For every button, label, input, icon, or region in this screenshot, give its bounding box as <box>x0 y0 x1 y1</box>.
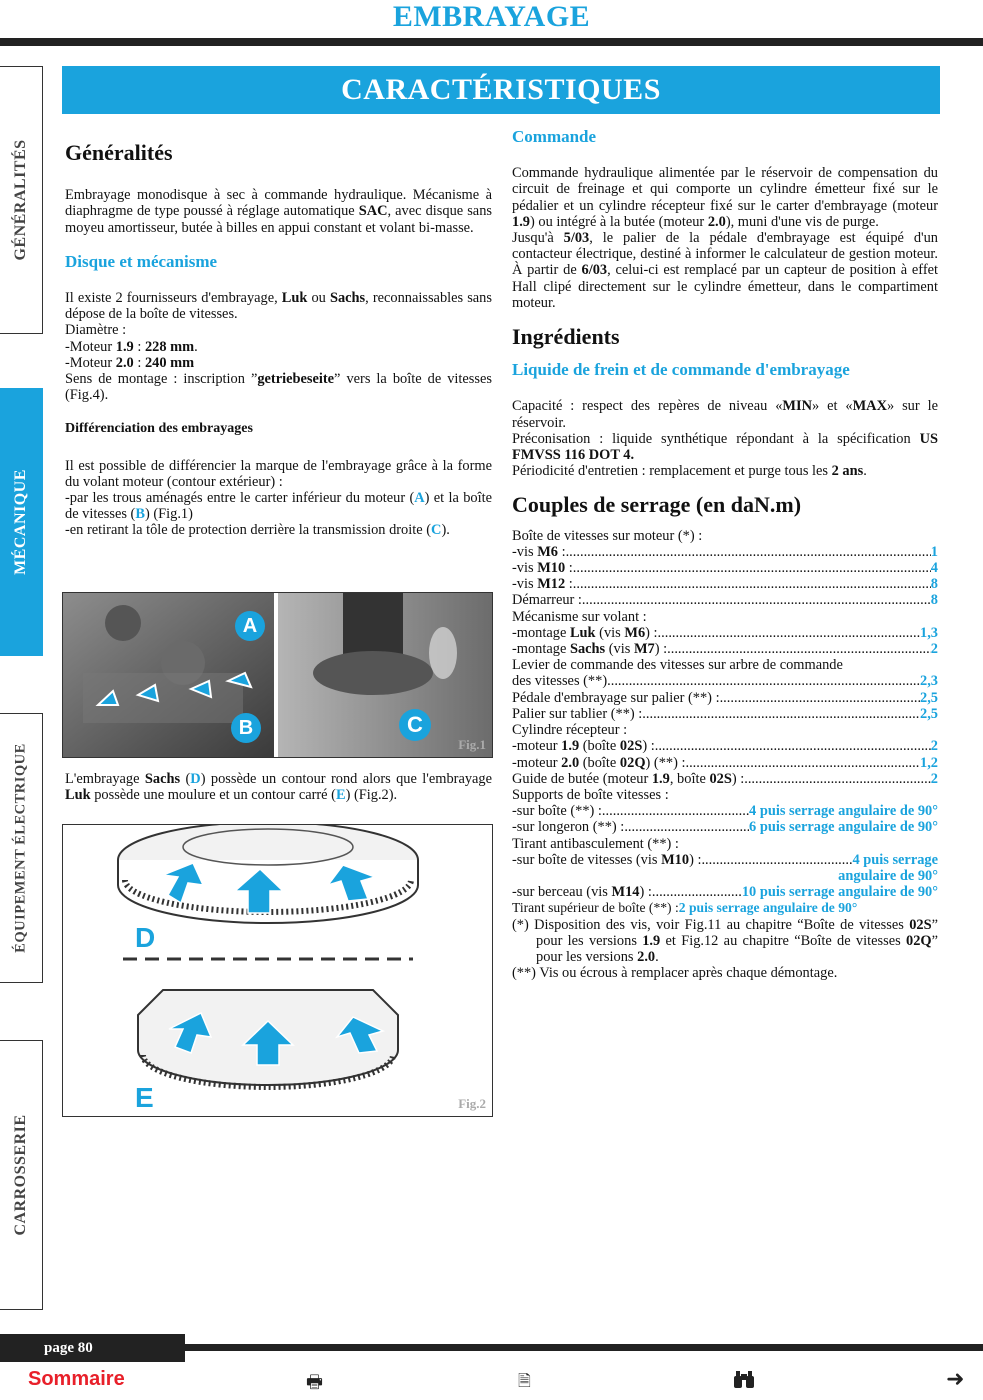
header-rule <box>0 38 983 46</box>
marker-c: C <box>399 709 431 741</box>
heading-ingredients: Ingrédients <box>512 324 620 350</box>
couples-supports: Supports de boîte vitesses : <box>512 786 669 803</box>
diff-tole: -en retirant la tôle de protection derrière la transmission droite (C). <box>65 522 450 539</box>
tab-label: GÉNÉRALITÉS <box>12 139 29 261</box>
sommaire-link[interactable]: Sommaire <box>28 1368 125 1390</box>
generalites-text: Embrayage monodisque à sec à commande hydraulique. Mécanisme à diaphragme de type poussé à réglage automatique SAC, avec disque sans moyeu amortisseur, butée à billes en appui constant et volant bi-masse. <box>65 187 492 236</box>
printer-icon[interactable]: 🖶 <box>306 1372 323 1393</box>
couples-cylindre: Cylindre récepteur : <box>512 722 628 739</box>
tab-generalites[interactable] <box>0 66 43 334</box>
couple-cyl-20: -moteur 2.0 (boîte 02Q) (**) : ..... 1,2 <box>512 755 938 771</box>
couple-m6: -vis M6 : ..... 1 <box>512 544 938 560</box>
tab-label: MÉCANIQUE <box>12 469 29 575</box>
diametre-20: -Moteur 2.0 : 240 mm <box>65 354 195 371</box>
heading-commande: Commande <box>512 127 597 146</box>
diametre-19: -Moteur 1.9 : 228 mm. <box>65 338 198 355</box>
commande-text-2: Jusqu'à 5/03, le palier de la pédale d'embrayage est équipé d'un contacteur électrique, destiné à informer le calculateur de gestion moteur. À partir de 6/03, celui-ci est remplacé par un capteur de position à effet Hall clipé directement sur le cylindre émetteur, dans le compartiment moteur. <box>512 230 939 311</box>
heading-couples: Couples de serrage (en daN.m) <box>512 492 802 518</box>
note-1: (*) Disposition des vis, voir Fig.11 au chapitre “Boîte de vitesses 02S” pour les versions 1.9 et Fig.12 au chapitre “Boîte de vitesses 02Q” pour les versions 2.0. <box>512 916 938 965</box>
couples-list <box>512 528 938 982</box>
couple-tirant-sup: Tirant supérieur de boîte (**) : 2 puis serrage angulaire de 90° <box>512 900 858 916</box>
tab-carrosserie[interactable] <box>0 1040 43 1310</box>
couple-demarreur: Démarreur : ..... 8 <box>512 592 938 608</box>
couple-luk: -montage Luk (vis M6) : ..... 1,3 <box>512 625 938 641</box>
tab-mecanique[interactable] <box>0 388 43 656</box>
couples-tirant: Tirant antibasculement (**) : <box>512 835 679 852</box>
tab-equipement-electrique[interactable] <box>0 713 43 983</box>
label-e: E <box>135 1082 154 1113</box>
figure-2 <box>62 824 493 1117</box>
diff-text: Il est possible de différencier la marque de l'embrayage grâce à la forme du volant moteur (contour extérieur) : <box>65 457 492 490</box>
sens-montage: Sens de montage : inscription ”getriebeseite” vers la boîte de vitesses (Fig.4). <box>65 371 492 404</box>
liquide-periodicite: Périodicité d'entretien : remplacement et purge tous les 2 ans. <box>512 463 867 480</box>
sachs-luk-paragraph: L'embrayage Sachs (D) possède un contour rond alors que l'embrayage Luk possède une moulure et un contour carré (E) (Fig.2). <box>65 771 492 804</box>
diff-trous: -par les trous aménagés entre le carter inférieur du moteur (A) et la boîte de vitesses (B) (Fig.1) <box>65 490 492 523</box>
disque-text: Il existe 2 fournisseurs d'embrayage, Luk ou Sachs, reconnaissables sans dépose de la boîte de vitesses. <box>65 290 492 323</box>
liquide-capacite: Capacité : respect des repères de niveau «MIN» et «MAX» sur le réservoir. <box>512 398 938 431</box>
section-banner: CARACTÉRISTIQUES <box>62 66 940 114</box>
couple-berceau: -sur berceau (vis M14) : ..... 10 puis serrage angulaire de 90° <box>512 884 938 900</box>
tab-label: CARROSSERIE <box>12 1114 29 1236</box>
couple-guide: Guide de butée (moteur 1.9, boîte 02S) : ..... 2 <box>512 771 938 787</box>
note-2: (**) Vis ou écrous à remplacer après chaque démontage. <box>512 965 838 982</box>
couple-palier: Palier sur tablier (**) : ..... 2,5 <box>512 706 938 722</box>
arrow-right-icon[interactable]: ➜ <box>946 1367 965 1392</box>
liquide-preconisation: Préconisation : liquide synthétique répondant à la spécification US FMVSS 116 DOT 4. <box>512 430 938 464</box>
couples-bv: Boîte de vitesses sur moteur (*) : <box>512 527 703 544</box>
couples-mecanisme: Mécanisme sur volant : <box>512 608 647 625</box>
couples-levier: Levier de commande des vitesses sur arbre de commande <box>512 657 843 674</box>
couple-m10: -vis M10 : ..... 4 <box>512 560 938 576</box>
couple-pedale: Pédale d'embrayage sur palier (**) : ..... 2,5 <box>512 690 938 706</box>
page-title: EMBRAYAGE <box>392 0 591 33</box>
binoculars-icon[interactable] <box>732 1370 756 1395</box>
marker-a: A <box>235 611 265 641</box>
heading-disque: Disque et mécanisme <box>65 251 218 271</box>
heading-differenciation: Différenciation des embrayages <box>65 421 253 437</box>
page-number: page 80 <box>0 1334 185 1362</box>
left-column <box>65 140 492 539</box>
couple-levier: des vitesses (**) ..... 2,3 <box>512 673 938 689</box>
commande-text-1: Commande hydraulique alimentée par le réservoir de compensation du circuit de freinage et qui comporte un cylindre émetteur fixé sur le pédalier et un cylindre récepteur fixé sur le carter d'embrayage (moteur 1.9) ou intégré à la butée (moteur 2.0), muni d'une vis de purge. <box>512 165 938 230</box>
couple-sur-boite: -sur boîte (**) : ..... 4 puis serrage angulaire de 90° <box>512 803 938 819</box>
heading-generalites: Généralités <box>65 140 173 165</box>
figure-2-label: Fig.2 <box>458 1096 486 1111</box>
couple-tirant-bv: -sur boîte de vitesses (vis M10) : ..... 4 puis serrage <box>512 852 938 868</box>
document-icon[interactable]: 🗎 <box>518 1371 531 1390</box>
couple-m12: -vis M12 : ..... 8 <box>512 576 938 592</box>
flywheel-illustration <box>63 825 492 1116</box>
marker-b: B <box>231 713 261 743</box>
diametre-label: Diamètre : <box>65 322 127 339</box>
couple-sur-longeron: -sur longeron (**) : ..... 6 puis serrage angulaire de 90° <box>512 819 938 835</box>
figure-1 <box>62 592 493 758</box>
label-d: D <box>135 922 156 953</box>
couple-cyl-19: -moteur 1.9 (boîte 02S) : ..... 2 <box>512 738 938 754</box>
couple-sachs: -montage Sachs (vis M7) : ..... 2 <box>512 641 938 657</box>
heading-liquide: Liquide de frein et de commande d'embrayage <box>512 360 850 380</box>
right-column <box>512 129 938 981</box>
figure-1-label: Fig.1 <box>458 737 486 752</box>
couple-tirant-bv-cont: angulaire de 90° <box>838 867 938 884</box>
tab-label: ÉQUIPEMENT ÉLECTRIQUE <box>12 743 29 953</box>
